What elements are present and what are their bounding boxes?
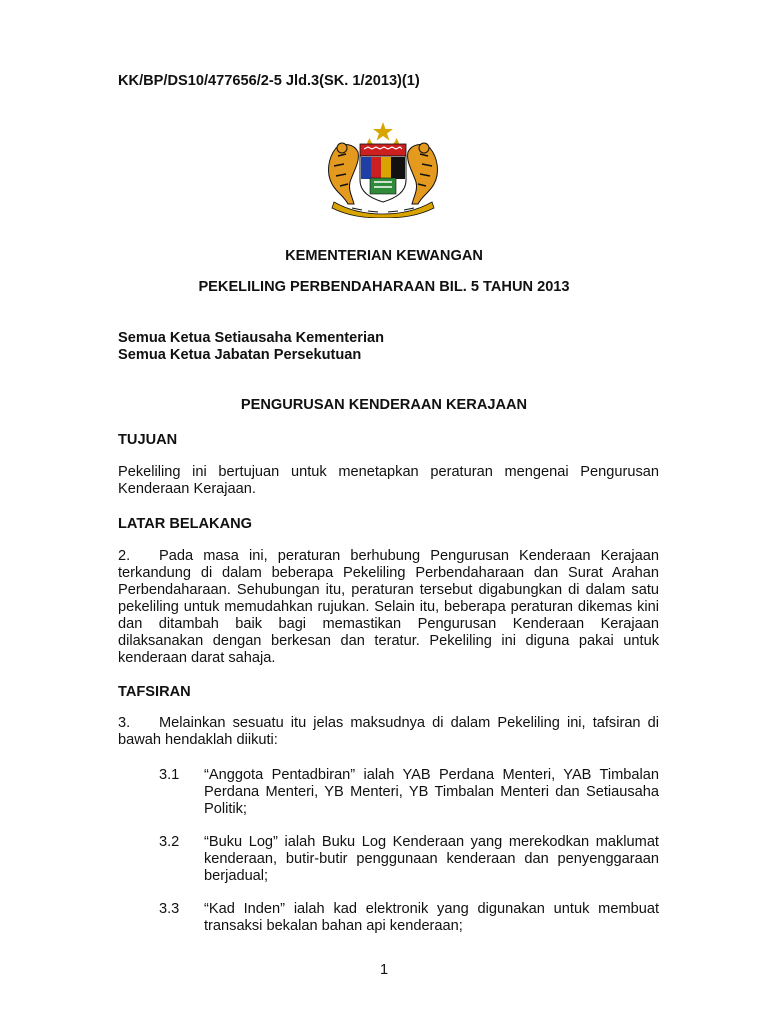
definition-number: 3.2: [159, 834, 180, 850]
paragraph-text: Melainkan sesuatu itu jelas maksudnya di dalam Pekeliling ini, tafsiran di bawah hendaklah diikuti:: [118, 715, 659, 748]
definition-text: “Anggota Pentadbiran” ialah YAB Perdana Menteri, YAB Timbalan Perdana Menteri, YB Menteri, YB Timbalan Menteri dan Setiausaha Politik;: [204, 767, 659, 817]
paragraph-tafsiran: [118, 715, 659, 749]
page-number: 1: [379, 962, 389, 978]
coat-of-arms-icon: [318, 118, 448, 218]
definition-number: 3.3: [159, 901, 180, 917]
section-heading-latar-belakang: LATAR BELAKANG: [118, 516, 253, 532]
subject-heading: PENGURUSAN KENDERAAN KERAJAAN: [240, 397, 528, 413]
addressee-line: Semua Ketua Jabatan Persekutuan: [118, 347, 362, 363]
circular-title: PEKELILING PERBENDAHARAAN BIL. 5 TAHUN 2013: [198, 279, 570, 295]
definition-number: 3.1: [159, 767, 180, 783]
addressee-line: Semua Ketua Setiausaha Kementerian: [118, 330, 385, 346]
coat-of-arms-emblem: [318, 118, 448, 218]
definition-text: “Buku Log” ialah Buku Log Kenderaan yang merekodkan maklumat kenderaan, butir-butir penggunaan kenderaan dan penyenggaraan berjadual;: [204, 834, 659, 884]
paragraph-number: 2.: [118, 548, 131, 564]
reference-number: KK/BP/DS10/477656/2-5 Jld.3(SK. 1/2013)(1): [118, 73, 420, 89]
paragraph-tujuan: Pekeliling ini bertujuan untuk menetapkan peraturan mengenai Pengurusan Kenderaan Kerajaan.: [118, 464, 659, 497]
paragraph-latar-belakang: [118, 548, 659, 667]
paragraph-number: 3.: [118, 715, 131, 731]
paragraph-text: Pada masa ini, peraturan berhubung Pengurusan Kenderaan Kerajaan terkandung di dalam beberapa Pekeliling Perbendaharaan dan Surat Arahan Perbendaharaan. Sehubungan itu, peraturan tersebut digabungkan di dalam satu pekeliling untuk memudahkan rujukan. Selain itu, beberapa peraturan dikemas kini dan ditambah baik bagi memastikan Pengurusan Kenderaan Kerajaan dilaksanakan dengan berkesan dan teratur. Pekeliling ini diguna pakai untuk kenderaan darat sahaja.: [118, 548, 659, 666]
section-heading-tujuan: TUJUAN: [118, 432, 178, 448]
ministry-title: KEMENTERIAN KEWANGAN: [285, 248, 483, 264]
section-heading-tafsiran: TAFSIRAN: [118, 684, 191, 700]
definition-text: “Kad Inden” ialah kad elektronik yang digunakan untuk membuat transaksi bekalan bahan api kenderaan;: [204, 901, 659, 934]
